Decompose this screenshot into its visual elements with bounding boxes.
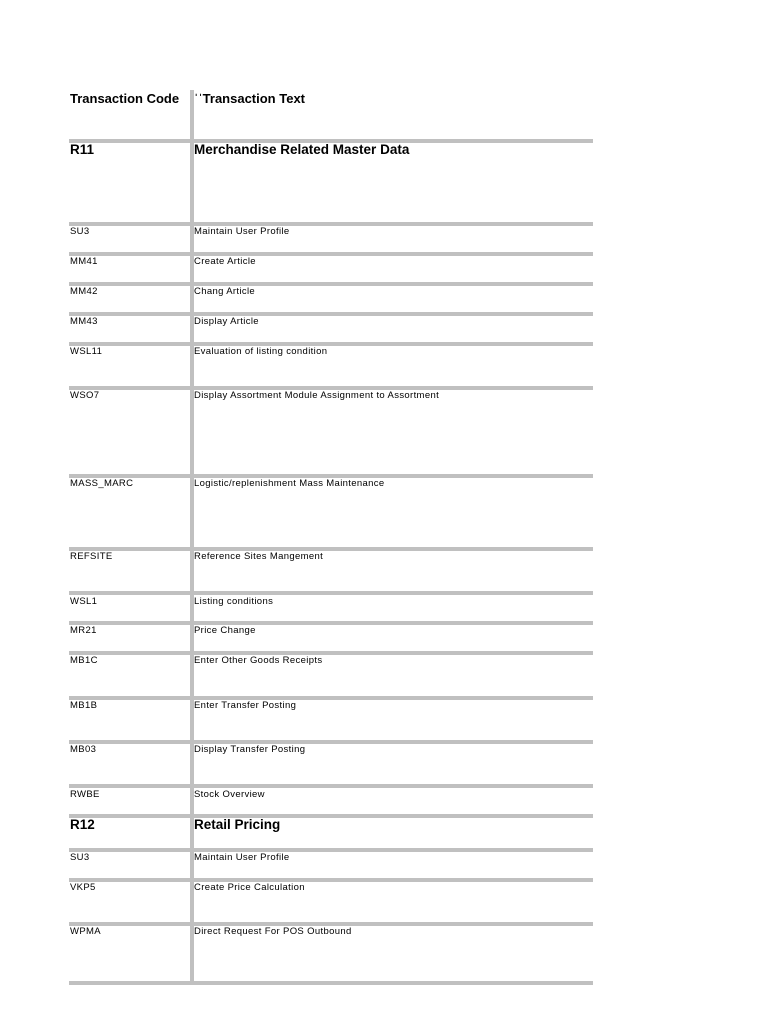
row-divider: [69, 282, 593, 286]
table-bottom-border: [69, 981, 593, 985]
transaction-text: Maintain User Profile: [194, 852, 290, 863]
transaction-text: Chang Article: [194, 286, 256, 297]
row-divider: [69, 222, 593, 226]
transaction-text: Evaluation of listing condition: [194, 346, 328, 357]
header-code: Transaction Code: [70, 91, 180, 106]
transaction-code: MB1C: [70, 655, 98, 666]
section-code: R11: [70, 142, 95, 157]
header-text: ˈˈTransaction Text: [194, 91, 306, 106]
row-divider: [69, 342, 593, 346]
transaction-text: Logistic/replenishment Mass Maintenance: [194, 478, 385, 489]
row-divider: [69, 591, 593, 595]
row-divider: [69, 651, 593, 655]
row-divider: [69, 252, 593, 256]
row-divider: [69, 696, 593, 700]
row-divider: [69, 878, 593, 882]
transaction-code: WSO7: [70, 390, 100, 401]
transaction-code: MB03: [70, 744, 97, 755]
transaction-code: VKP5: [70, 882, 96, 893]
transaction-text: Direct Request For POS Outbound: [194, 926, 352, 937]
transaction-code: SU3: [70, 226, 90, 237]
row-divider: [69, 784, 593, 788]
transaction-text: Price Change: [194, 625, 256, 636]
transaction-code: MR21: [70, 625, 97, 636]
section-title: Retail Pricing: [194, 817, 281, 832]
transaction-text: Reference Sites Mangement: [194, 551, 324, 562]
section-code: R12: [70, 817, 95, 832]
row-divider: [69, 848, 593, 852]
row-divider: [69, 814, 593, 818]
row-divider: [69, 547, 593, 551]
transaction-text: Display Assortment Module Assignment to Assortment: [194, 390, 440, 401]
transaction-text: Listing conditions: [194, 596, 274, 607]
transaction-text: Display Transfer Posting: [194, 744, 306, 755]
transaction-text: Enter Other Goods Receipts: [194, 655, 323, 666]
transaction-code: SU3: [70, 852, 90, 863]
transaction-text: Stock Overview: [194, 789, 265, 800]
section-title: Merchandise Related Master Data: [194, 142, 410, 157]
transaction-code: WPMA: [70, 926, 101, 937]
transaction-code: WSL11: [70, 346, 103, 357]
transaction-code: WSL1: [70, 596, 98, 607]
transaction-code: REFSITE: [70, 551, 113, 562]
transaction-text: Enter Transfer Posting: [194, 700, 297, 711]
transaction-code: MB1B: [70, 700, 98, 711]
transaction-code: MM42: [70, 286, 98, 297]
row-divider: [69, 740, 593, 744]
transaction-code: MM41: [70, 256, 98, 267]
transaction-code: MM43: [70, 316, 98, 327]
row-divider: [69, 621, 593, 625]
transaction-text: Maintain User Profile: [194, 226, 290, 237]
transaction-text: Create Price Calculation: [194, 882, 305, 893]
transaction-text: Create Article: [194, 256, 256, 267]
transaction-text: Display Article: [194, 316, 259, 327]
row-divider: [69, 312, 593, 316]
transaction-code: RWBE: [70, 789, 100, 800]
transaction-code: MASS_MARC: [70, 478, 134, 489]
